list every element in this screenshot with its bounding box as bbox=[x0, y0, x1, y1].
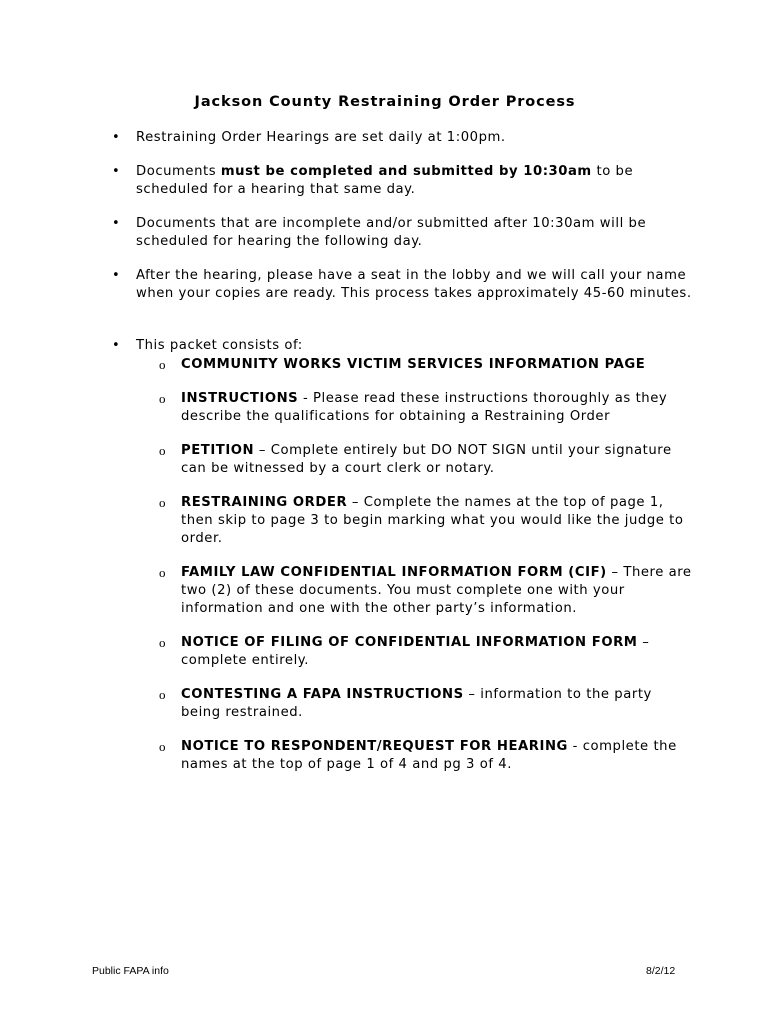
packet-item bbox=[159, 634, 696, 670]
sub-bullet-marker: o bbox=[159, 635, 167, 650]
bullet-text: After the hearing, please have a seat in the lobby and we will call your name when your copies are ready. This process takes approximately 45-60 minutes. bbox=[136, 268, 692, 301]
packet-item-title: INSTRUCTIONS bbox=[181, 391, 299, 406]
packet-item-title: NOTICE TO RESPONDENT/REQUEST FOR HEARING bbox=[181, 739, 568, 754]
packet-item bbox=[159, 564, 696, 618]
packet-item-text: – information to the party being restrained. bbox=[181, 687, 652, 720]
bullet-text: Documents that are incomplete and/or submitted after 10:30am will be scheduled for hearing the following day. bbox=[136, 216, 647, 249]
packet-item-title: CONTESTING A FAPA INSTRUCTIONS bbox=[181, 687, 464, 702]
packet-items-list bbox=[136, 356, 696, 774]
process-bullet-list bbox=[112, 129, 696, 774]
bullet-item-late-documents bbox=[112, 215, 696, 251]
packet-item bbox=[159, 442, 696, 478]
bullet-item-after-hearing bbox=[112, 267, 696, 303]
bullet-text: Restraining Order Hearings are set daily at 1:00pm. bbox=[136, 130, 506, 145]
packet-item-text: - complete the names at the top of page 1 of 4 and pg 3 of 4. bbox=[181, 739, 677, 772]
packet-item-title: FAMILY LAW CONFIDENTIAL INFORMATION FORM (CIF) bbox=[181, 565, 607, 580]
sub-bullet-marker: o bbox=[159, 565, 167, 580]
bullet-marker: • bbox=[112, 338, 121, 353]
bullet-text-post: to be scheduled for a hearing that same day. bbox=[136, 164, 634, 197]
sub-bullet-marker: o bbox=[159, 495, 167, 510]
bullet-item-deadline bbox=[112, 163, 696, 199]
packet-item-text: – complete entirely. bbox=[181, 635, 650, 668]
footer-date: 8/2/12 bbox=[646, 965, 676, 977]
packet-item-title: COMMUNITY WORKS VICTIM SERVICES INFORMATION PAGE bbox=[181, 357, 646, 372]
packet-item-title: NOTICE OF FILING OF CONFIDENTIAL INFORMATION FORM bbox=[181, 635, 638, 650]
bullet-item-hearing-time bbox=[112, 129, 696, 147]
packet-item-text: – Complete the names at the top of page 1, then skip to page 3 to begin marking what you would like the judge to order. bbox=[181, 495, 684, 546]
document-title: Jackson County Restraining Order Process bbox=[194, 94, 576, 110]
sub-bullet-marker: o bbox=[159, 391, 167, 406]
packet-item bbox=[159, 390, 696, 426]
sub-bullet-marker: o bbox=[159, 687, 167, 702]
packet-item-text: - Please read these instructions thoroughly as they describe the qualifications for obtaining a Restraining Order bbox=[181, 391, 668, 424]
packet-item bbox=[159, 738, 696, 774]
bullet-marker: • bbox=[112, 164, 121, 179]
bullet-marker: • bbox=[112, 216, 121, 231]
footer-left-label: Public FAPA info bbox=[92, 965, 169, 977]
bullet-marker: • bbox=[112, 268, 121, 283]
packet-item bbox=[159, 686, 696, 722]
packet-item-title: RESTRAINING ORDER bbox=[181, 495, 348, 510]
bullet-item-packet-contents bbox=[112, 337, 696, 774]
bullet-marker: • bbox=[112, 130, 121, 145]
packet-item-text: – Complete entirely but DO NOT SIGN until your signature can be witnessed by a court clerk or notary. bbox=[181, 443, 672, 476]
sub-bullet-marker: o bbox=[159, 357, 167, 372]
bullet-text-pre: Documents bbox=[136, 164, 221, 179]
packet-item-title: PETITION bbox=[181, 443, 255, 458]
sub-bullet-marker: o bbox=[159, 443, 167, 458]
bullet-text: This packet consists of: bbox=[136, 338, 303, 353]
packet-item bbox=[159, 356, 696, 374]
packet-item-text: – There are two (2) of these documents. You must complete one with your information and one with the other party’s information. bbox=[181, 565, 692, 616]
packet-item bbox=[159, 494, 696, 548]
bullet-text-emphasis: must be completed and submitted by 10:30am bbox=[220, 164, 592, 179]
sub-bullet-marker: o bbox=[159, 739, 167, 754]
